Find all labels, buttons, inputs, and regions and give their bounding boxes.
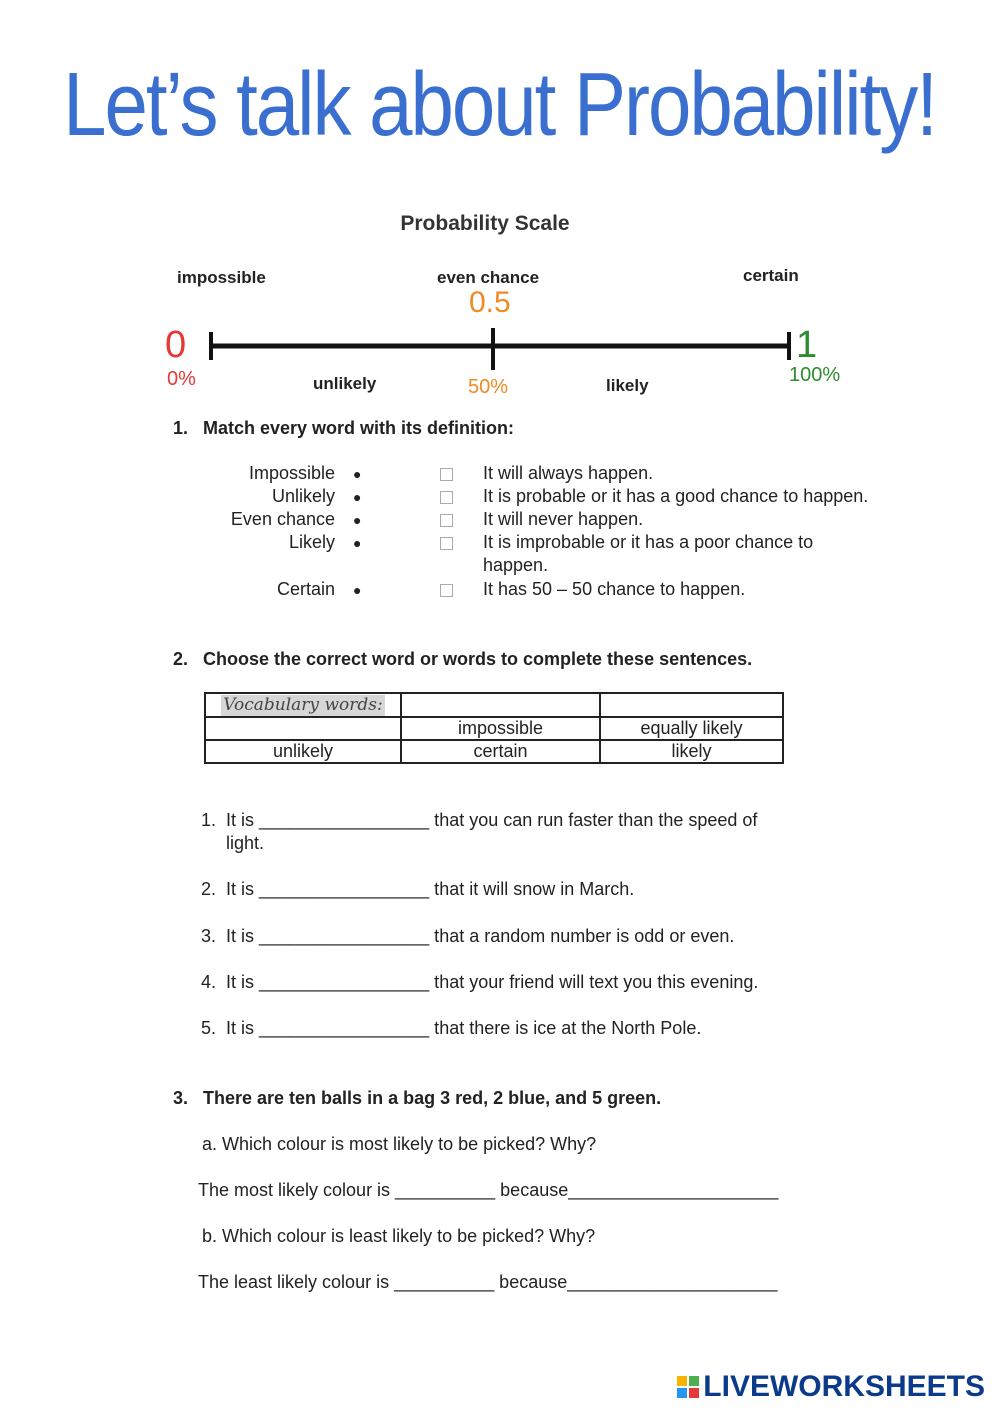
match-target-box[interactable] bbox=[440, 514, 453, 527]
definition: It will never happen. bbox=[483, 509, 644, 529]
q3-number: 3. bbox=[173, 1088, 189, 1108]
scale-one-pct: 100% bbox=[789, 364, 841, 386]
q2-heading: Choose the correct word or words to complete these sentences. bbox=[203, 649, 753, 669]
scale-zero-pct: 0% bbox=[167, 368, 196, 390]
scale-label-even-chance: even chance bbox=[437, 268, 540, 287]
q3-part-a: a. Which colour is most likely to be picked? Why? bbox=[202, 1134, 597, 1154]
sentence-text[interactable]: It is _________________ that you can run faster than the speed of bbox=[226, 810, 758, 830]
sentence-number: 1. bbox=[201, 810, 217, 830]
sentence-text[interactable]: It is _________________ that a random number is odd or even. bbox=[226, 926, 735, 946]
sentence-number: 2. bbox=[201, 879, 217, 899]
sentence-continued: light. bbox=[226, 833, 265, 853]
q1-number: 1. bbox=[173, 418, 189, 438]
scale-label-unlikely: unlikely bbox=[313, 374, 377, 393]
match-word: Certain bbox=[276, 579, 335, 599]
vocab-cell bbox=[401, 693, 600, 717]
sentence-number: 4. bbox=[201, 972, 217, 992]
probability-scale-line bbox=[200, 326, 800, 376]
match-word: Likely bbox=[288, 532, 335, 552]
q3-answer-a[interactable]: The most likely colour is __________ because_____________________ bbox=[198, 1180, 779, 1200]
sentence-number: 3. bbox=[201, 926, 217, 946]
vocab-header: Vocabulary words: bbox=[223, 695, 383, 715]
q1-heading: Match every word with its definition: bbox=[203, 418, 515, 438]
match-dot[interactable]: ● bbox=[353, 512, 362, 528]
scale-zero: 0 bbox=[165, 324, 187, 366]
match-target-box[interactable] bbox=[440, 584, 453, 597]
definition: It has 50 – 50 chance to happen. bbox=[483, 579, 746, 599]
match-dot[interactable]: ● bbox=[353, 535, 362, 551]
definition: It is improbable or it has a poor chance to bbox=[483, 532, 814, 552]
logo-mark-icon bbox=[677, 1376, 699, 1398]
vocabulary-table bbox=[204, 692, 784, 764]
liveworksheets-logo bbox=[677, 1370, 985, 1404]
sentence-text[interactable]: It is _________________ that it will snow in March. bbox=[226, 879, 635, 899]
match-word: Unlikely bbox=[271, 486, 335, 506]
q2-number: 2. bbox=[173, 649, 189, 669]
scale-one: 1 bbox=[796, 324, 818, 366]
scale-half-pct: 50% bbox=[468, 376, 509, 398]
vocab-cell: likely bbox=[600, 740, 783, 763]
definition: It will always happen. bbox=[483, 463, 654, 483]
vocab-cell bbox=[205, 717, 401, 740]
match-dot[interactable]: ● bbox=[353, 466, 362, 482]
vocab-cell: impossible bbox=[401, 717, 600, 740]
match-dot[interactable]: ● bbox=[353, 489, 362, 505]
definition-continued: happen. bbox=[483, 555, 549, 575]
q3-part-b: b. Which colour is least likely to be picked? Why? bbox=[202, 1226, 596, 1246]
vocab-cell: certain bbox=[401, 740, 600, 763]
match-word: Impossible bbox=[248, 463, 335, 483]
definition: It is probable or it has a good chance to happen. bbox=[483, 486, 869, 506]
vocab-cell: unlikely bbox=[205, 740, 401, 763]
vocab-cell bbox=[600, 693, 783, 717]
page-title: Let’s talk about Probability! bbox=[63, 53, 936, 155]
scale-title: Probability Scale bbox=[400, 212, 570, 235]
match-target-box[interactable] bbox=[440, 537, 453, 550]
scale-half: 0.5 bbox=[469, 286, 511, 319]
scale-label-impossible: impossible bbox=[177, 268, 266, 287]
vocab-header-cell bbox=[205, 693, 401, 717]
q3-heading: There are ten balls in a bag 3 red, 2 blue, and 5 green. bbox=[203, 1088, 662, 1108]
sentence-text[interactable]: It is _________________ that your friend will text you this evening. bbox=[226, 972, 759, 992]
q3-answer-b[interactable]: The least likely colour is __________ because_____________________ bbox=[198, 1272, 778, 1292]
match-dot[interactable]: ● bbox=[353, 582, 362, 598]
scale-label-certain: certain bbox=[743, 266, 799, 285]
match-target-box[interactable] bbox=[440, 491, 453, 504]
match-word: Even chance bbox=[230, 509, 335, 529]
sentence-text[interactable]: It is _________________ that there is ice at the North Pole. bbox=[226, 1018, 702, 1038]
vocab-cell: equally likely bbox=[600, 717, 783, 740]
scale-label-likely: likely bbox=[606, 376, 649, 395]
sentence-number: 5. bbox=[201, 1018, 217, 1038]
match-target-box[interactable] bbox=[440, 468, 453, 481]
logo-text: LIVEWORKSHEETS bbox=[703, 1370, 985, 1403]
